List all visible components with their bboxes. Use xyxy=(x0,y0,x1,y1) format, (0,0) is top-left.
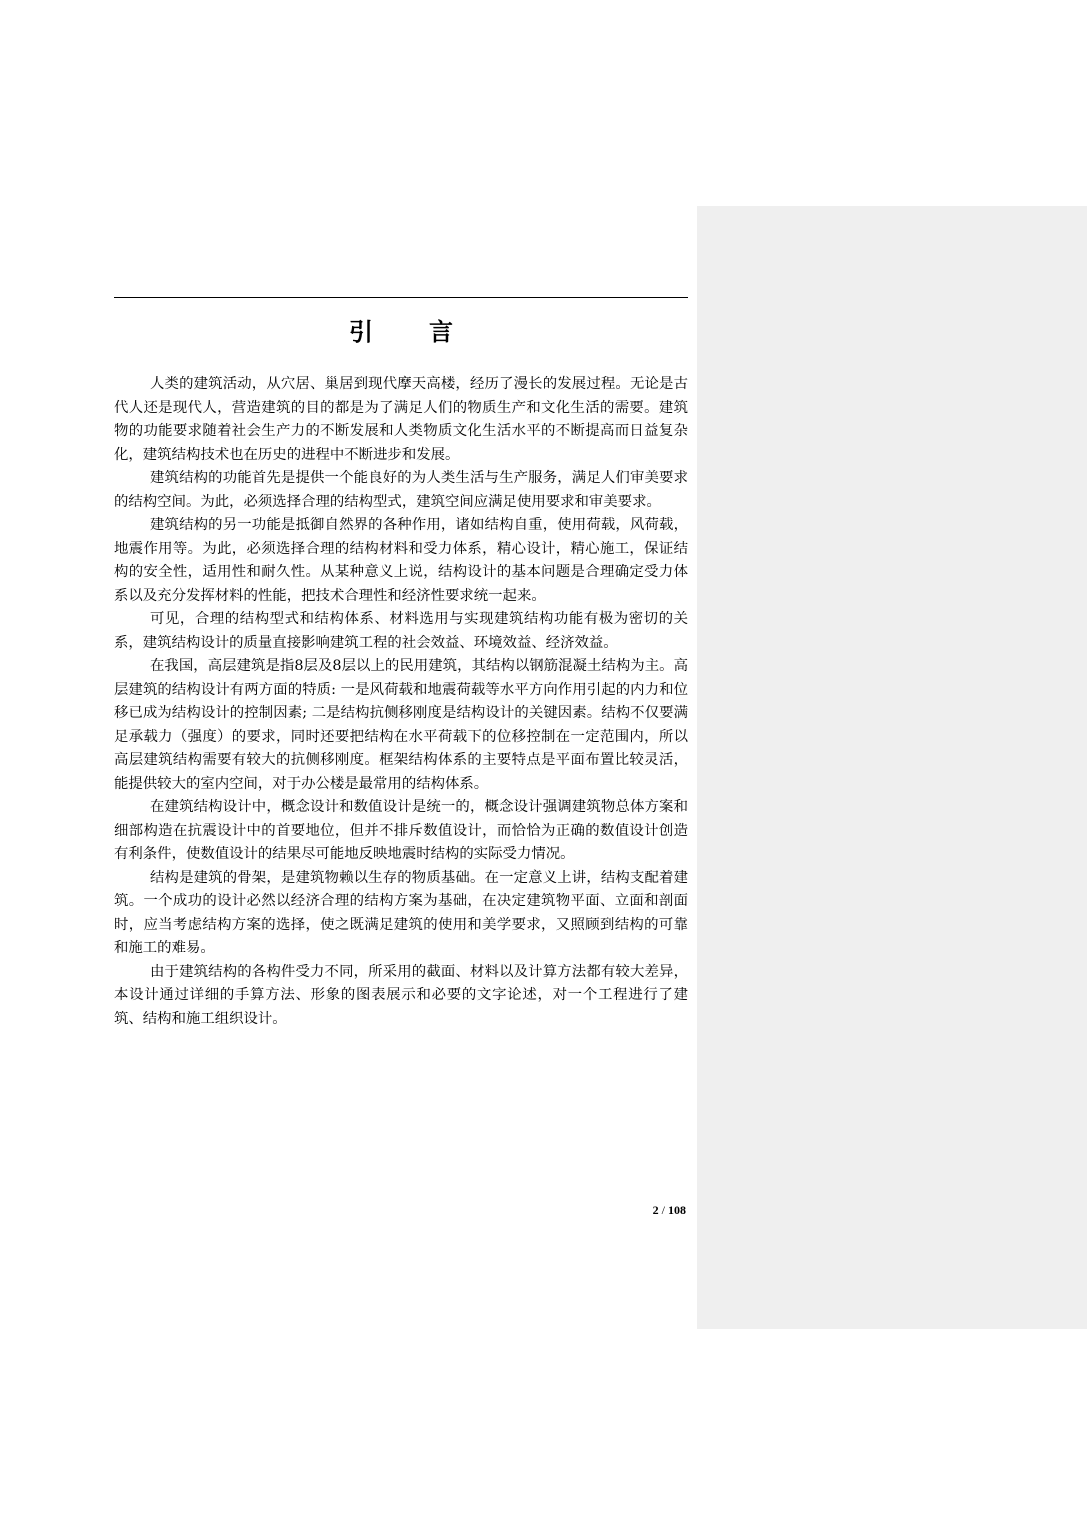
page-total: 108 xyxy=(668,1203,686,1217)
page-separator: / xyxy=(658,1203,668,1217)
header-rule xyxy=(114,297,688,298)
paragraph: 人类的建筑活动，从穴居、巢居到现代摩天高楼，经历了漫长的发展过程。无论是古代人还是现代人，营造建筑的目的都是为了满足人们的物质生产和文化生活的需要。建筑物的功能要求随着社会生产力的不断发展和人类物质文化生活水平的不断提高而日益复杂化，建筑结构技术也在历史的进程中不断进步和发展。 xyxy=(114,376,688,463)
page-number xyxy=(114,1202,686,1218)
paragraph: 结构是建筑的骨架，是建筑物赖以生存的物质基础。在一定意义上讲，结构支配着建筑。一个成功的设计必然以经济合理的结构方案为基础，在决定建筑物平面、立面和剖面时，应当考虑结构方案的选择，使之既满足建筑的使用和美学要求，又照顾到结构的可靠和施工的难易。 xyxy=(114,869,688,956)
paragraph: 在我国，高层建筑是指8层及8层以上的民用建筑，其结构以钢筋混凝土结构为主。高层建筑的结构设计有两方面的特质: 一是风荷载和地震荷载等水平方向作用引起的内力和位移已成为结构设计的控制因素; 二是结构抗侧移刚度是结构设计的关键因素。结构不仅要满足承载力（强度）的要求，同时还要把结构在水平荷载下的位移控制在一定范围内，所以高层建筑结构需要有较大的抗侧移刚度。框架结构体系的主要特点是平面布置比较灵活，能提供较大的室内空间，对于办公楼是最常用的结构体系。 xyxy=(114,658,688,792)
paragraph: 由于建筑结构的各构件受力不同，所采用的截面、材料以及计算方法都有较大差异，本设计通过详细的手算方法、形象的图表展示和必要的文字论述，对一个工程进行了建筑、结构和施工组织设计。 xyxy=(114,963,688,1027)
paragraph: 在建筑结构设计中，概念设计和数值设计是统一的，概念设计强调建筑物总体方案和细部构造在抗震设计中的首要地位，但并不排斥数值设计，而恰恰为正确的数值设计创造有利条件，使数值设计的结果尽可能地反映地震时结构的实际受力情况。 xyxy=(114,799,688,862)
comment-pane xyxy=(697,206,1087,1329)
page-current: 2 xyxy=(652,1203,659,1217)
paragraph: 可见，合理的结构型式和结构体系、材料选用与实现建筑结构功能有极为密切的关系，建筑结构设计的质量直接影响建筑工程的社会效益、环境效益、经济效益。 xyxy=(114,611,688,651)
body-text xyxy=(114,373,688,1031)
page-title: 引言 xyxy=(349,317,509,346)
paragraph: 建筑结构的另一功能是抵御自然界的各种作用，诸如结构自重，使用荷载，风荷载，地震作用等。为此，必须选择合理的结构材料和受力体系，精心设计，精心施工，保证结构的安全性，适用性和耐久性。从某种意义上说，结构设计的基本问题是合理确定受力体系以及充分发挥材料的性能，把技术合理性和经济性要求统一起来。 xyxy=(114,517,688,604)
paragraph: 建筑结构的功能首先是提供一个能良好的为人类生活与生产服务，满足人们审美要求的结构空间。为此，必须选择合理的结构型式，建筑空间应满足使用要求和审美要求。 xyxy=(114,470,688,510)
